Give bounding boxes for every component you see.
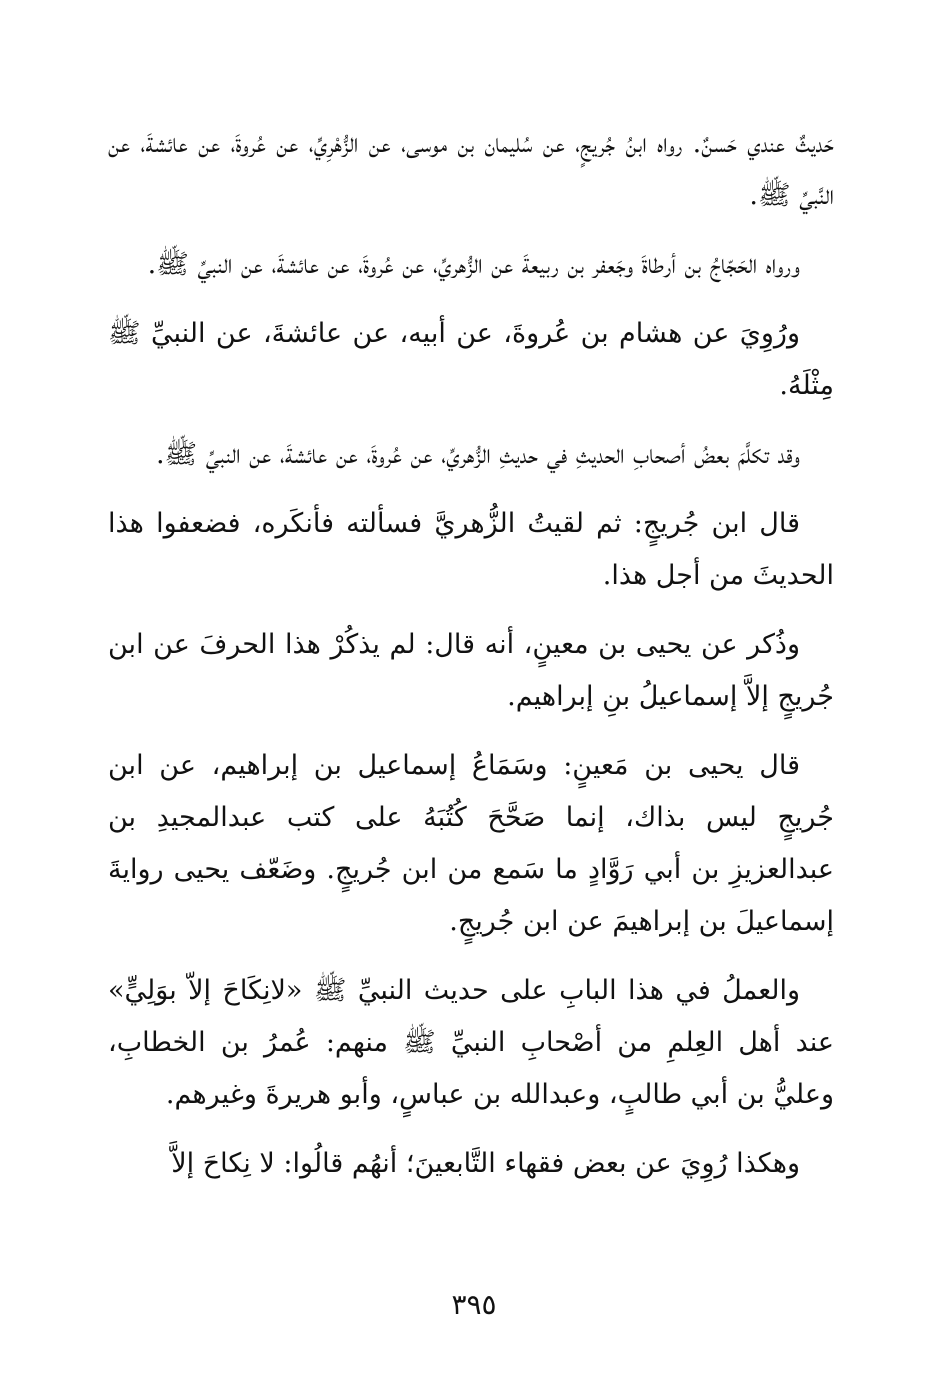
paragraph-5: قال ابن جُريجٍ: ثم لقيتُ الزُّهريَّ فسألته فأنكَره، فضعفوا هذا الحديثَ من أجل هذا.	[108, 508, 834, 591]
paragraph-3: ورُوِيَ عن هشام بن عُروةَ، عن أبيه، عن عائشةَ، عن النبيِّ ﷺ مِثْلَهُ.	[108, 318, 834, 401]
page-body	[108, 118, 834, 1258]
paragraph-4: وقد تكلَّمَ بعضُ أصحابِ الحديثِ في حديثِ الزُّهريِّ، عن عُروةَ، عن عائشةَ، عن النبيِّ ﷺ.	[155, 439, 800, 470]
paragraph-6: وذُكر عن يحيى بن معينٍ، أنه قال: لم يذكُرْ هذا الحرفَ عن ابن جُريجٍ إلاَّ إسماعيلُ بنِ إبراهيم.	[108, 629, 834, 712]
paragraph-9: وهكذا رُوِيَ عن بعض فقهاء التَّابعينَ؛ أنهُم قالُوا: لا نِكاحَ إلاَّ	[171, 1148, 800, 1179]
paragraph-1: حَديثٌ عندي حَسنٌ. رواه ابنُ جُريجٍ، عن سُليمان بن موسى، عن الزُّهْرِيِّ، عن عُروةَ، عن عائشةَ، عن النَّبيِّ ﷺ.	[108, 128, 834, 211]
paragraph-2: ورواه الحَجّاجُ بن أرطاةَ وجَعفر بن ربيعةَ عن الزُّهريِّ، عن عُروةَ، عن عائشةَ، عن النبيِّ ﷺ.	[147, 249, 800, 280]
paragraph-8: والعملُ في هذا البابِ على حديث النبيِّ ﷺ «لانِكَاحَ إلاّ بوَلِيٍّ» عند أهل العِلمِ من أصْحابِ النبيِّ ﷺ منهم: عُمرُ بن الخطابِ، وعليُّ بن أبي طالبٍ، وعبدالله بن عباسٍ، وأبو هريرةَ وغيرهم.	[108, 975, 834, 1110]
paragraph-7: قال يحيى بن مَعينٍ: وسَمَاعُ إسماعيل بن إبراهيم، عن ابن جُريجٍ ليس بذاك، إنما صَحَّحَ كُتُبَهُ على كتب عبدالمجيدِ بن عبدالعزيزِ بن أبي رَوَّادٍ ما سَمع من ابن جُريجٍ. وضَعّف يحيى روايةَ إسماعيلَ بن إبراهيمَ عن ابن جُريجٍ.	[108, 750, 834, 937]
page-number: ٣٩٥	[451, 1288, 497, 1321]
